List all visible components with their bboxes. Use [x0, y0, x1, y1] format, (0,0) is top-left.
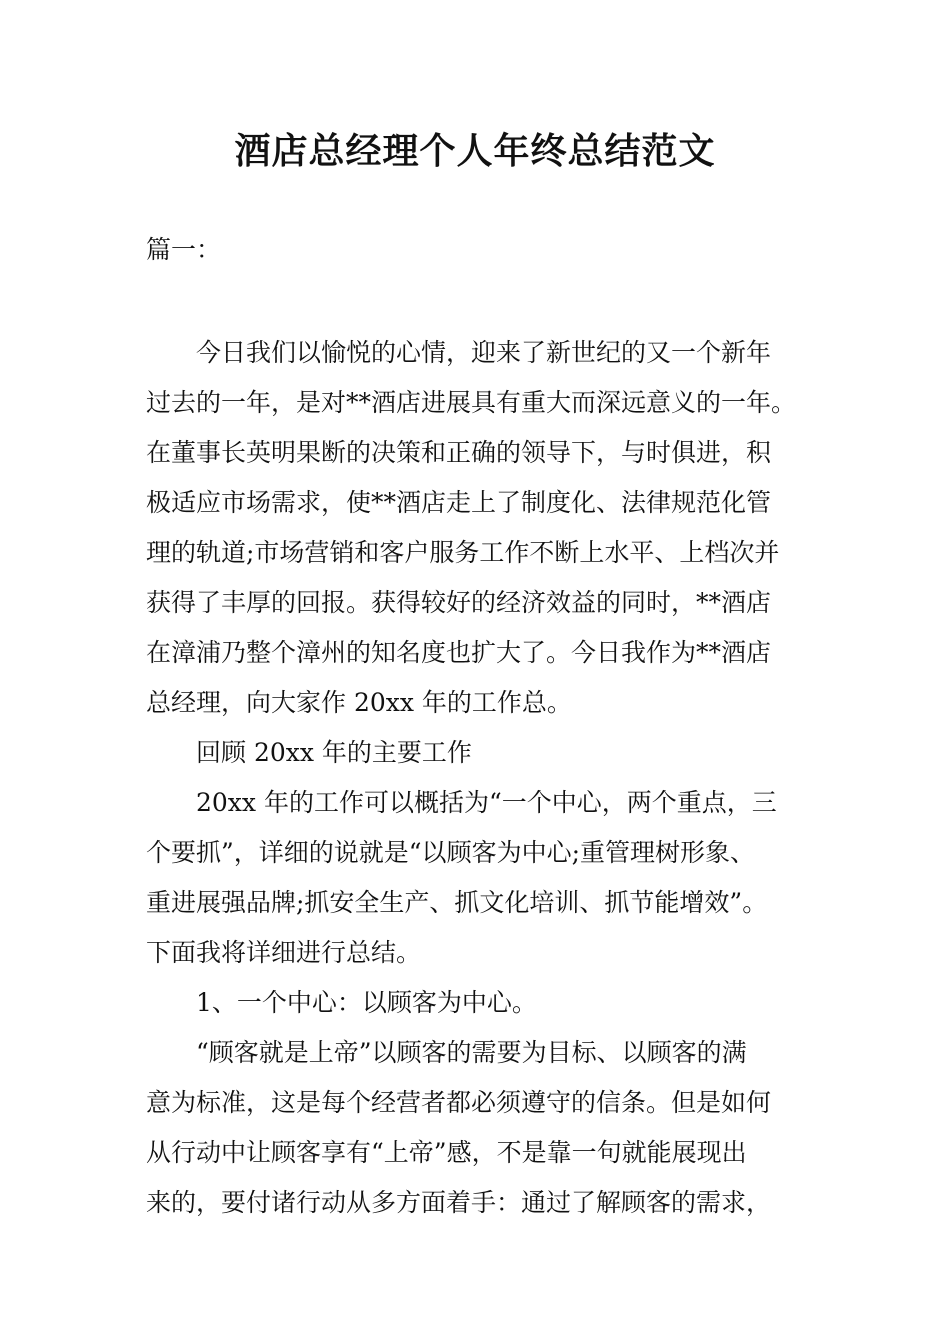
body-line: 在董事长英明果断的决策和正确的领导下，与时俱进，积 — [146, 438, 772, 467]
body-line: 总经理，向大家作 20xx 年的工作总。 — [146, 688, 572, 717]
body-line: 从行动中让顾客享有“上帝”感，不是靠一句就能展现出 — [146, 1138, 747, 1167]
body-line: 个要抓”，详细的说就是“以顾客为中心;重管理树形象、 — [146, 838, 755, 867]
body-line: 极适应市场需求，使**酒店走上了制度化、法律规范化管 — [146, 488, 772, 517]
body-line: 理的轨道;市场营销和客户服务工作不断上水平、上档次并 — [146, 538, 780, 567]
document-title: 酒店总经理个人年终总结范文 — [234, 131, 716, 172]
body-line: “顾客就是上帝”以顾客的需要为目标、以顾客的满 — [196, 1038, 747, 1067]
body-line: 回顾 20xx 年的主要工作 — [196, 738, 472, 767]
body-line: 下面我将详细进行总结。 — [146, 938, 422, 967]
document-body — [146, 328, 826, 1228]
body-line: 过去的一年，是对**酒店进展具有重大而深远意义的一年。 — [146, 388, 797, 417]
body-line: 1、一个中心：以顾客为中心。 — [196, 988, 537, 1017]
body-line: 来的，要付诸行动从多方面着手：通过了解顾客的需求， — [146, 1188, 772, 1217]
body-line: 在漳浦乃整个漳州的知名度也扩大了。今日我作为**酒店 — [146, 638, 772, 667]
body-line: 20xx 年的工作可以概括为“一个中心，两个重点，三 — [196, 788, 777, 817]
section-label: 篇一： — [146, 235, 222, 264]
body-line: 获得了丰厚的回报。获得较好的经济效益的同时，**酒店 — [146, 588, 772, 617]
body-line: 今日我们以愉悦的心情，迎来了新世纪的又一个新年 — [196, 338, 772, 367]
body-line: 意为标准，这是每个经营者都必须遵守的信条。但是如何 — [146, 1088, 772, 1117]
body-line: 重进展强品牌;抓安全生产、抓文化培训、抓节能增效”。 — [146, 888, 768, 917]
